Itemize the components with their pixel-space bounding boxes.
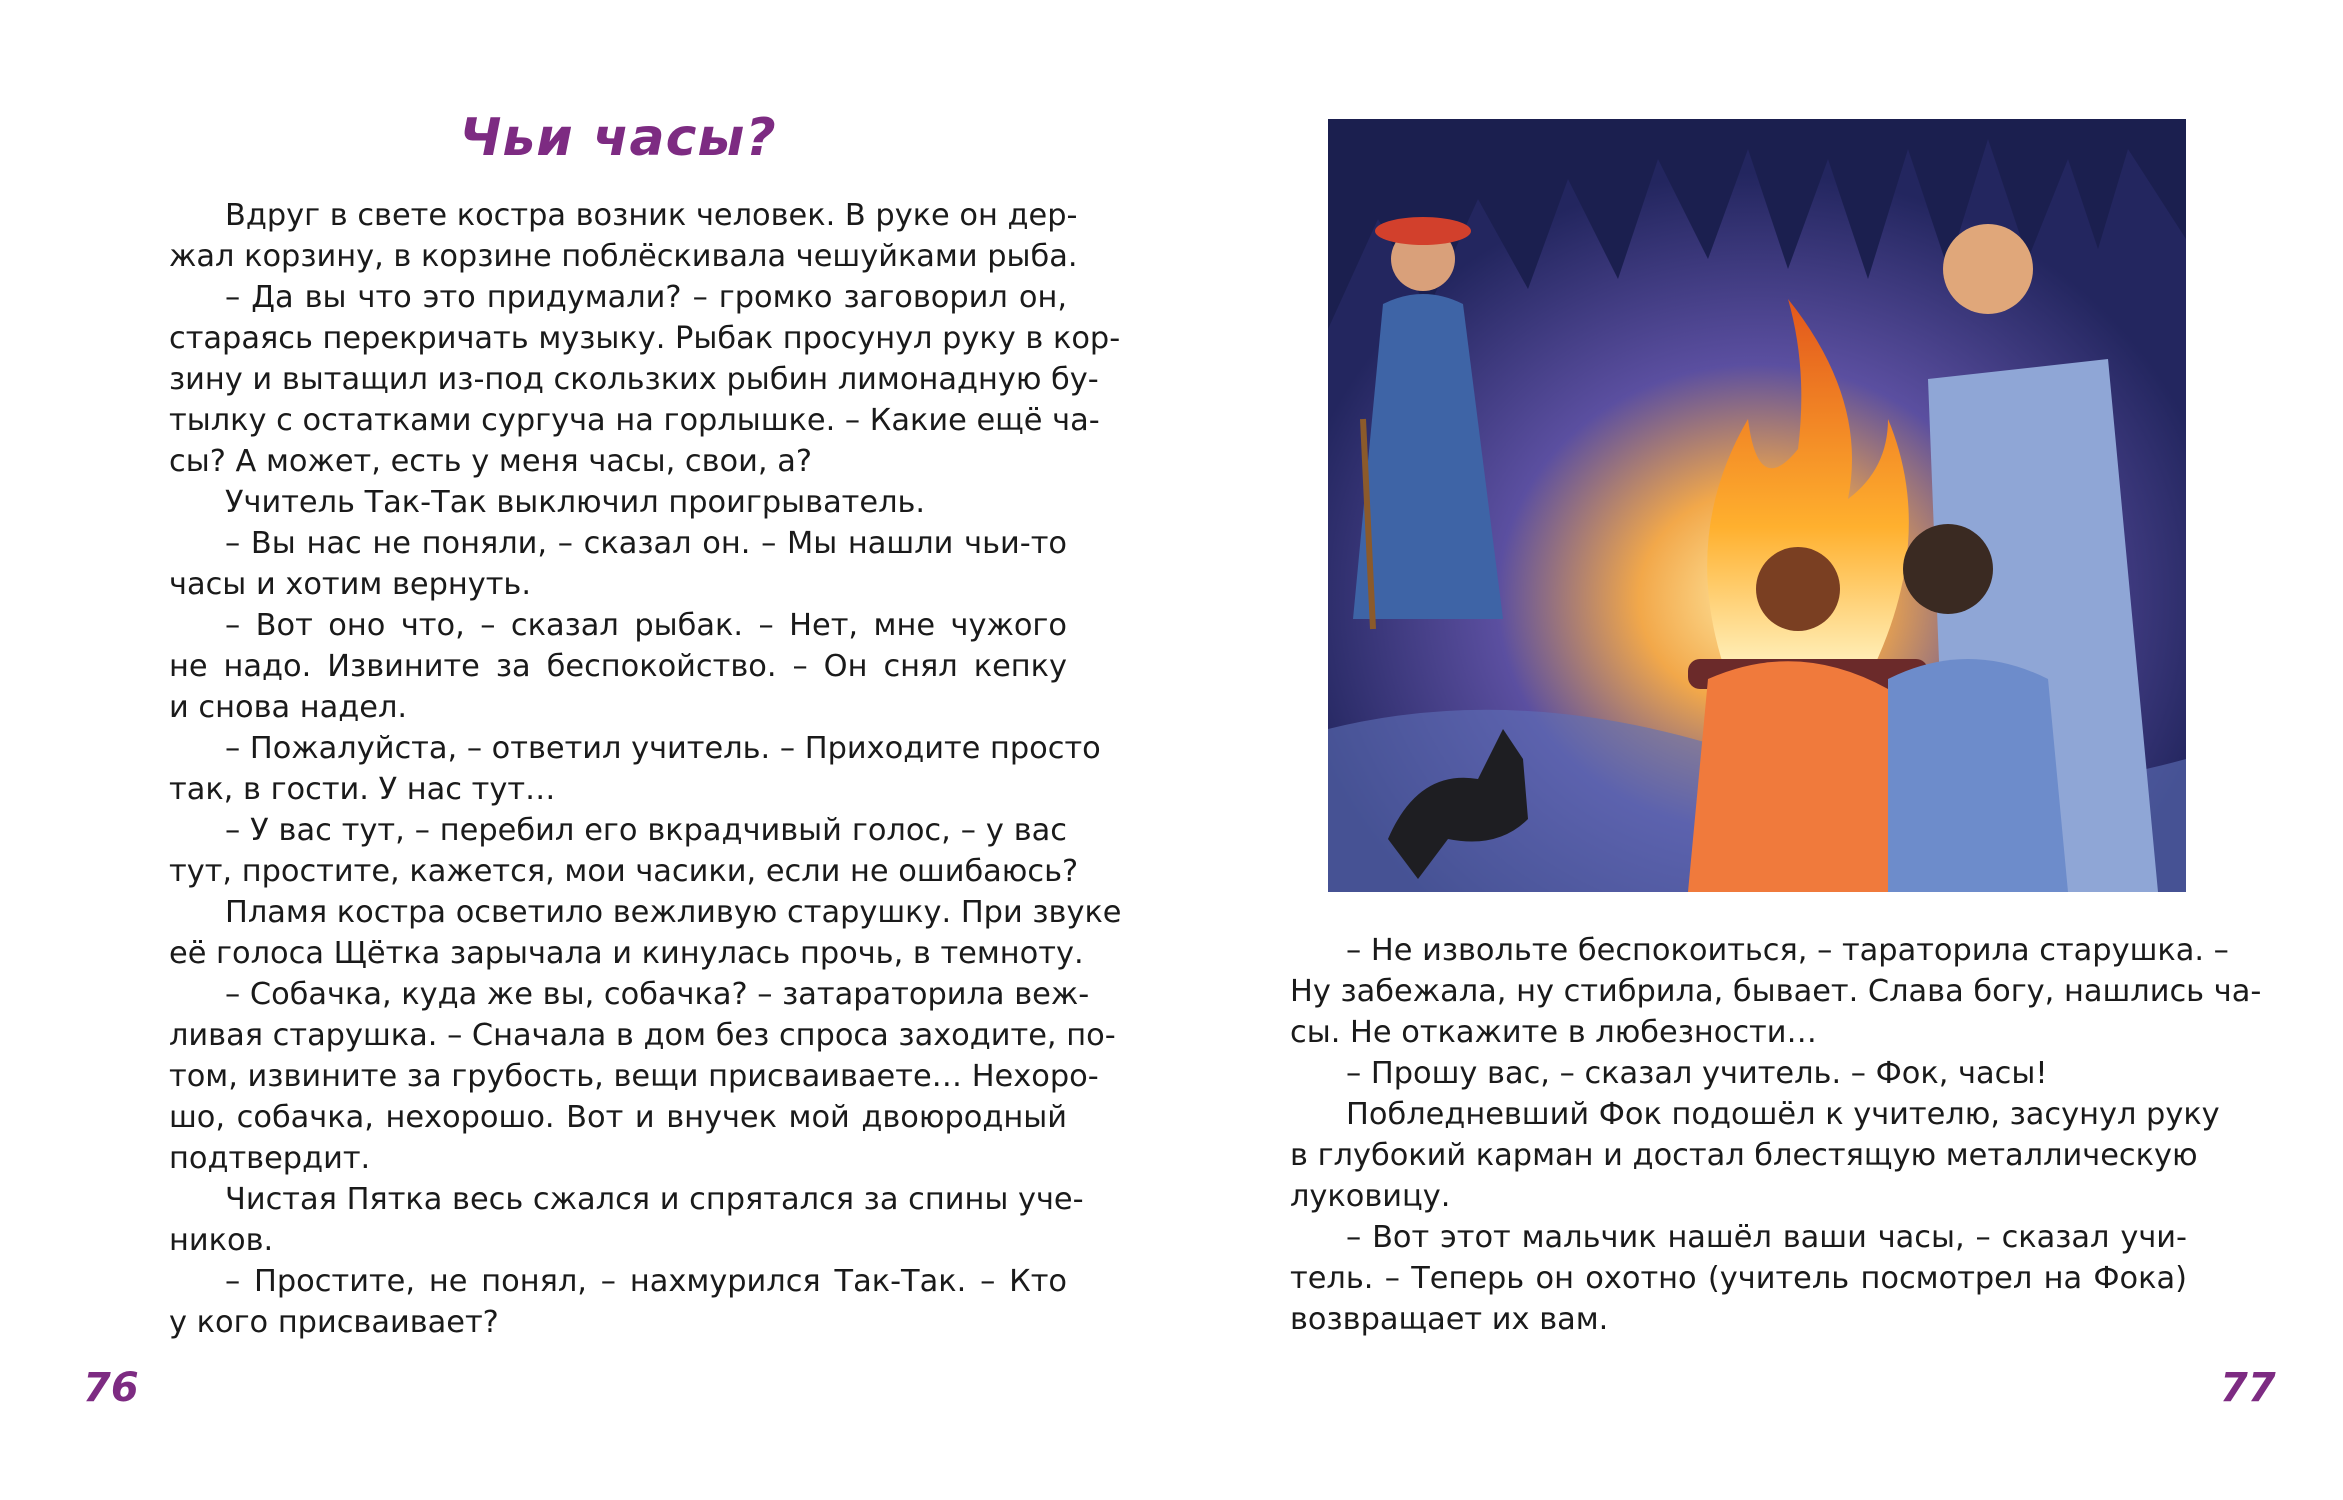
text-line: – Вот этот мальчик нашёл ваши часы, – сказал учи- (1346, 1220, 2187, 1255)
text-line: не надо. Извините за беспокойство. – Он снял кепку (169, 649, 1067, 684)
text-line: – Прошу вас, – сказал учитель. – Фок, часы! (1346, 1056, 2048, 1091)
text-line: – Да вы что это придумали? – громко заговорил он, (225, 280, 1067, 315)
text-line: Пламя костра осветило вежливую старушку. При звуке (225, 895, 1122, 930)
text-line: Чистая Пятка весь сжался и спрятался за спины уче- (225, 1182, 1084, 1217)
text-line: луковицу. (1290, 1179, 1451, 1214)
text-line: в глубокий карман и достал блестящую металлическую (1290, 1138, 2198, 1173)
text-line: Ну забежала, ну стибрила, бывает. Слава богу, нашлись ча- (1290, 974, 2262, 1009)
text-line: тель. – Теперь он охотно (учитель посмотрел на Фока) (1290, 1261, 2187, 1296)
text-line: жал корзину, в корзине поблёскивала чешуйками рыба. (169, 239, 1078, 274)
page-number-left: 76 (83, 1365, 139, 1411)
text-line: – Не извольте беспокоиться, – тараторила старушка. – (1346, 933, 2229, 968)
text-line: тылку с остатками сургуча на горлышке. – Какие ещё ча- (169, 403, 1100, 438)
text-line: том, извините за грубость, вещи присваиваете… Нехоро- (169, 1059, 1099, 1094)
text-line: Учитель Так-Так выключил проигрыватель. (225, 485, 926, 520)
right-page (1172, 0, 2343, 1500)
page-number-right: 77 (2220, 1365, 2276, 1411)
text-line: сы? А может, есть у меня часы, свои, а? (169, 444, 812, 479)
text-line: её голоса Щётка зарычала и кинулась прочь, в темноту. (169, 936, 1084, 971)
text-line: часы и хотим вернуть. (169, 567, 532, 602)
text-line: возвращает их вам. (1290, 1302, 1609, 1337)
text-line: зину и вытащил из-под скользких рыбин лимонадную бу- (169, 362, 1099, 397)
chapter-title: Чьи часы? (459, 108, 777, 168)
text-line: ливая старушка. – Сначала в дом без спроса заходите, по- (169, 1018, 1116, 1053)
text-line: тут, простите, кажется, мои часики, если не ошибаюсь? (169, 854, 1079, 889)
text-line: подтвердит. (169, 1141, 371, 1176)
text-line: сы. Не откажите в любезности… (1290, 1015, 1817, 1050)
text-line: – Пожалуйста, – ответил учитель. – Приходите просто (225, 731, 1101, 766)
text-line: Вдруг в свете костра возник человек. В руке он дер- (225, 198, 1078, 233)
left-page (0, 0, 1171, 1500)
text-line: – Простите, не понял, – нахмурился Так-Так. – Кто (225, 1264, 1067, 1299)
text-line: так, в гости. У нас тут… (169, 772, 556, 807)
text-line: у кого присваивает? (169, 1305, 499, 1340)
text-line: – Собачка, куда же вы, собачка? – затараторила веж- (225, 977, 1090, 1012)
text-line: шо, собачка, нехорошо. Вот и внучек мой двоюродный (169, 1100, 1067, 1135)
campfire-illustration (1328, 119, 2186, 892)
left-page-text (169, 195, 1122, 1343)
text-line: ников. (169, 1223, 274, 1258)
text-line: стараясь перекричать музыку. Рыбак просунул руку в кор- (169, 321, 1121, 356)
text-line: Побледневший Фок подошёл к учителю, засунул руку (1346, 1097, 2220, 1132)
text-line: – Вы нас не поняли, – сказал он. – Мы нашли чьи-то (225, 526, 1067, 561)
text-line: – Вот оно что, – сказал рыбак. – Нет, мне чужого (225, 608, 1067, 643)
text-line: – У вас тут, – перебил его вкрадчивый голос, – у вас (225, 813, 1067, 848)
text-line: и снова надел. (169, 690, 408, 725)
right-page-text (1290, 930, 2262, 1340)
